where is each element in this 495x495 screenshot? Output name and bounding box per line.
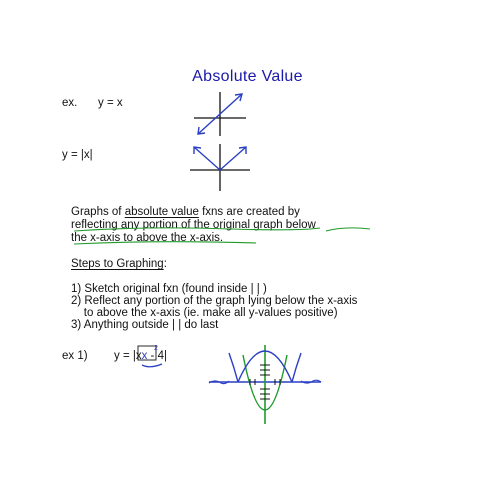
step-3: 3) Anything outside | | do last <box>71 319 219 331</box>
left-branch <box>229 353 238 382</box>
example-label: ex. <box>62 97 78 109</box>
example-3-label: ex 1) <box>62 350 88 362</box>
step-2-continued: to above the x-axis (ie. make all y-values positive) <box>71 307 338 319</box>
page-title: Absolute Value <box>192 68 303 85</box>
step-1: 1) Sketch original fxn (found inside | | ) <box>71 283 267 295</box>
equation-example-3: y = |xx - 4| <box>114 350 167 362</box>
right-branch <box>292 353 301 382</box>
graph-abs-parabola <box>205 345 325 425</box>
steps-heading: Steps to Graphing: <box>71 258 167 270</box>
paragraph-line-2: reflecting any portion of the original graph below <box>71 219 316 231</box>
svg-text:2: 2 <box>154 345 158 352</box>
squared-x-term: x <box>141 350 148 362</box>
absolute-value-term: absolute value <box>124 206 199 218</box>
equation-y-equals-abs-x: y = |x| <box>62 149 93 161</box>
step-2: 2) Reflect any portion of the graph lying below the x-axis <box>71 295 358 307</box>
paragraph-line-3: the x-axis to above the x-axis. <box>71 232 224 244</box>
equation-y-equals-x: y = x <box>98 97 123 109</box>
paragraph-line-1: Graphs of absolute value fxns are created by <box>71 206 300 218</box>
